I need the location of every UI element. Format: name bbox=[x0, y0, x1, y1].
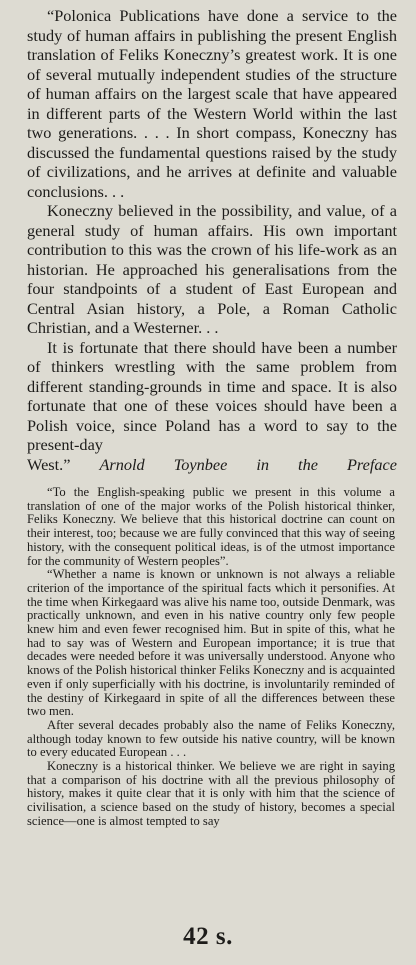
publisher-blurb bbox=[27, 486, 397, 829]
quote-attribution: Arnold Toynbee in the Preface bbox=[99, 454, 397, 474]
blurb-paragraph: After several decades probably also the name of Feliks Koneczny, although today known to few outside his native country, will be known to every educated European . . . bbox=[27, 717, 395, 760]
blurb-paragraph: “Whether a name is known or unknown is not always a reliable criterion of the importance of the spiritual facts which it personifies. At the time when Kirkegaard was alive his name too, outside Denmark, was practically unknown, and even in his native country only few people knew him and even fewer recognised him. But in spite of this, what he had to say was of Western and European importance; it is true that decades were needed before it was universally understood. Anyone who knows of the Polish historical thinker Feliks Koneczny and is acquainted even if only superficially with his doctrine, is involuntarily reminded of the destiny of Kirkegaard in spite of all the differences between these two men. bbox=[27, 567, 395, 719]
quote-paragraph: Koneczny believed in the possibility, and value, of a general study of human affairs. His own important contribution to this was the crown of his life-work as an historian. He approached his generalisations from the four standpoints of a student of East European and Central Asian history, a Pole, a Roman Catholic Christian, and a Westerner. . . bbox=[27, 201, 397, 337]
quote-paragraph: “Polonica Publications have done a service to the study of human affairs in publishing the present English translation of Feliks Koneczny’s greatest work. It is one of several mutually independent studies of the structure of human affairs on the largest scale that have appeared in different parts of the Western World within the last two generations. . . . In short compass, Koneczny has discussed the fundamental questions raised by the study of civilizations, and he arrives at definite and valuable conclusions. . . bbox=[27, 6, 397, 201]
quote-paragraph: It is fortunate that there should have been a number of thinkers wrestling with the same problem from different standing-grounds in time and space. It is also fortunate that one of these voices should have been a Polish voice, since Poland has a word to say to the present-day bbox=[27, 337, 397, 454]
blurb-paragraph: “To the English-speaking public we present in this volume a translation of one of the major works of the Polish historical thinker, Feliks Koneczny. We believe that this historical doctrine can count on their interest, too; because we are fully convinced that this way of seeing history, with the consequent political ideas, is of the utmost importance for the community of Western peoples”. bbox=[27, 485, 395, 568]
quote-paragraph-end: West.” bbox=[27, 454, 71, 474]
blurb-paragraph: Koneczny is a historical thinker. We believe we are right in saying that a comparison of his doctrine with all the previous philosophy of history, makes it quite clear that it is only with him that the science of civilisation, a science based on the study of history, becomes a special science—one is almost tempted to say bbox=[27, 759, 395, 828]
quote-attribution-line bbox=[27, 455, 397, 475]
price-label: 42 s. bbox=[183, 923, 233, 950]
toynbee-quote bbox=[27, 6, 397, 474]
